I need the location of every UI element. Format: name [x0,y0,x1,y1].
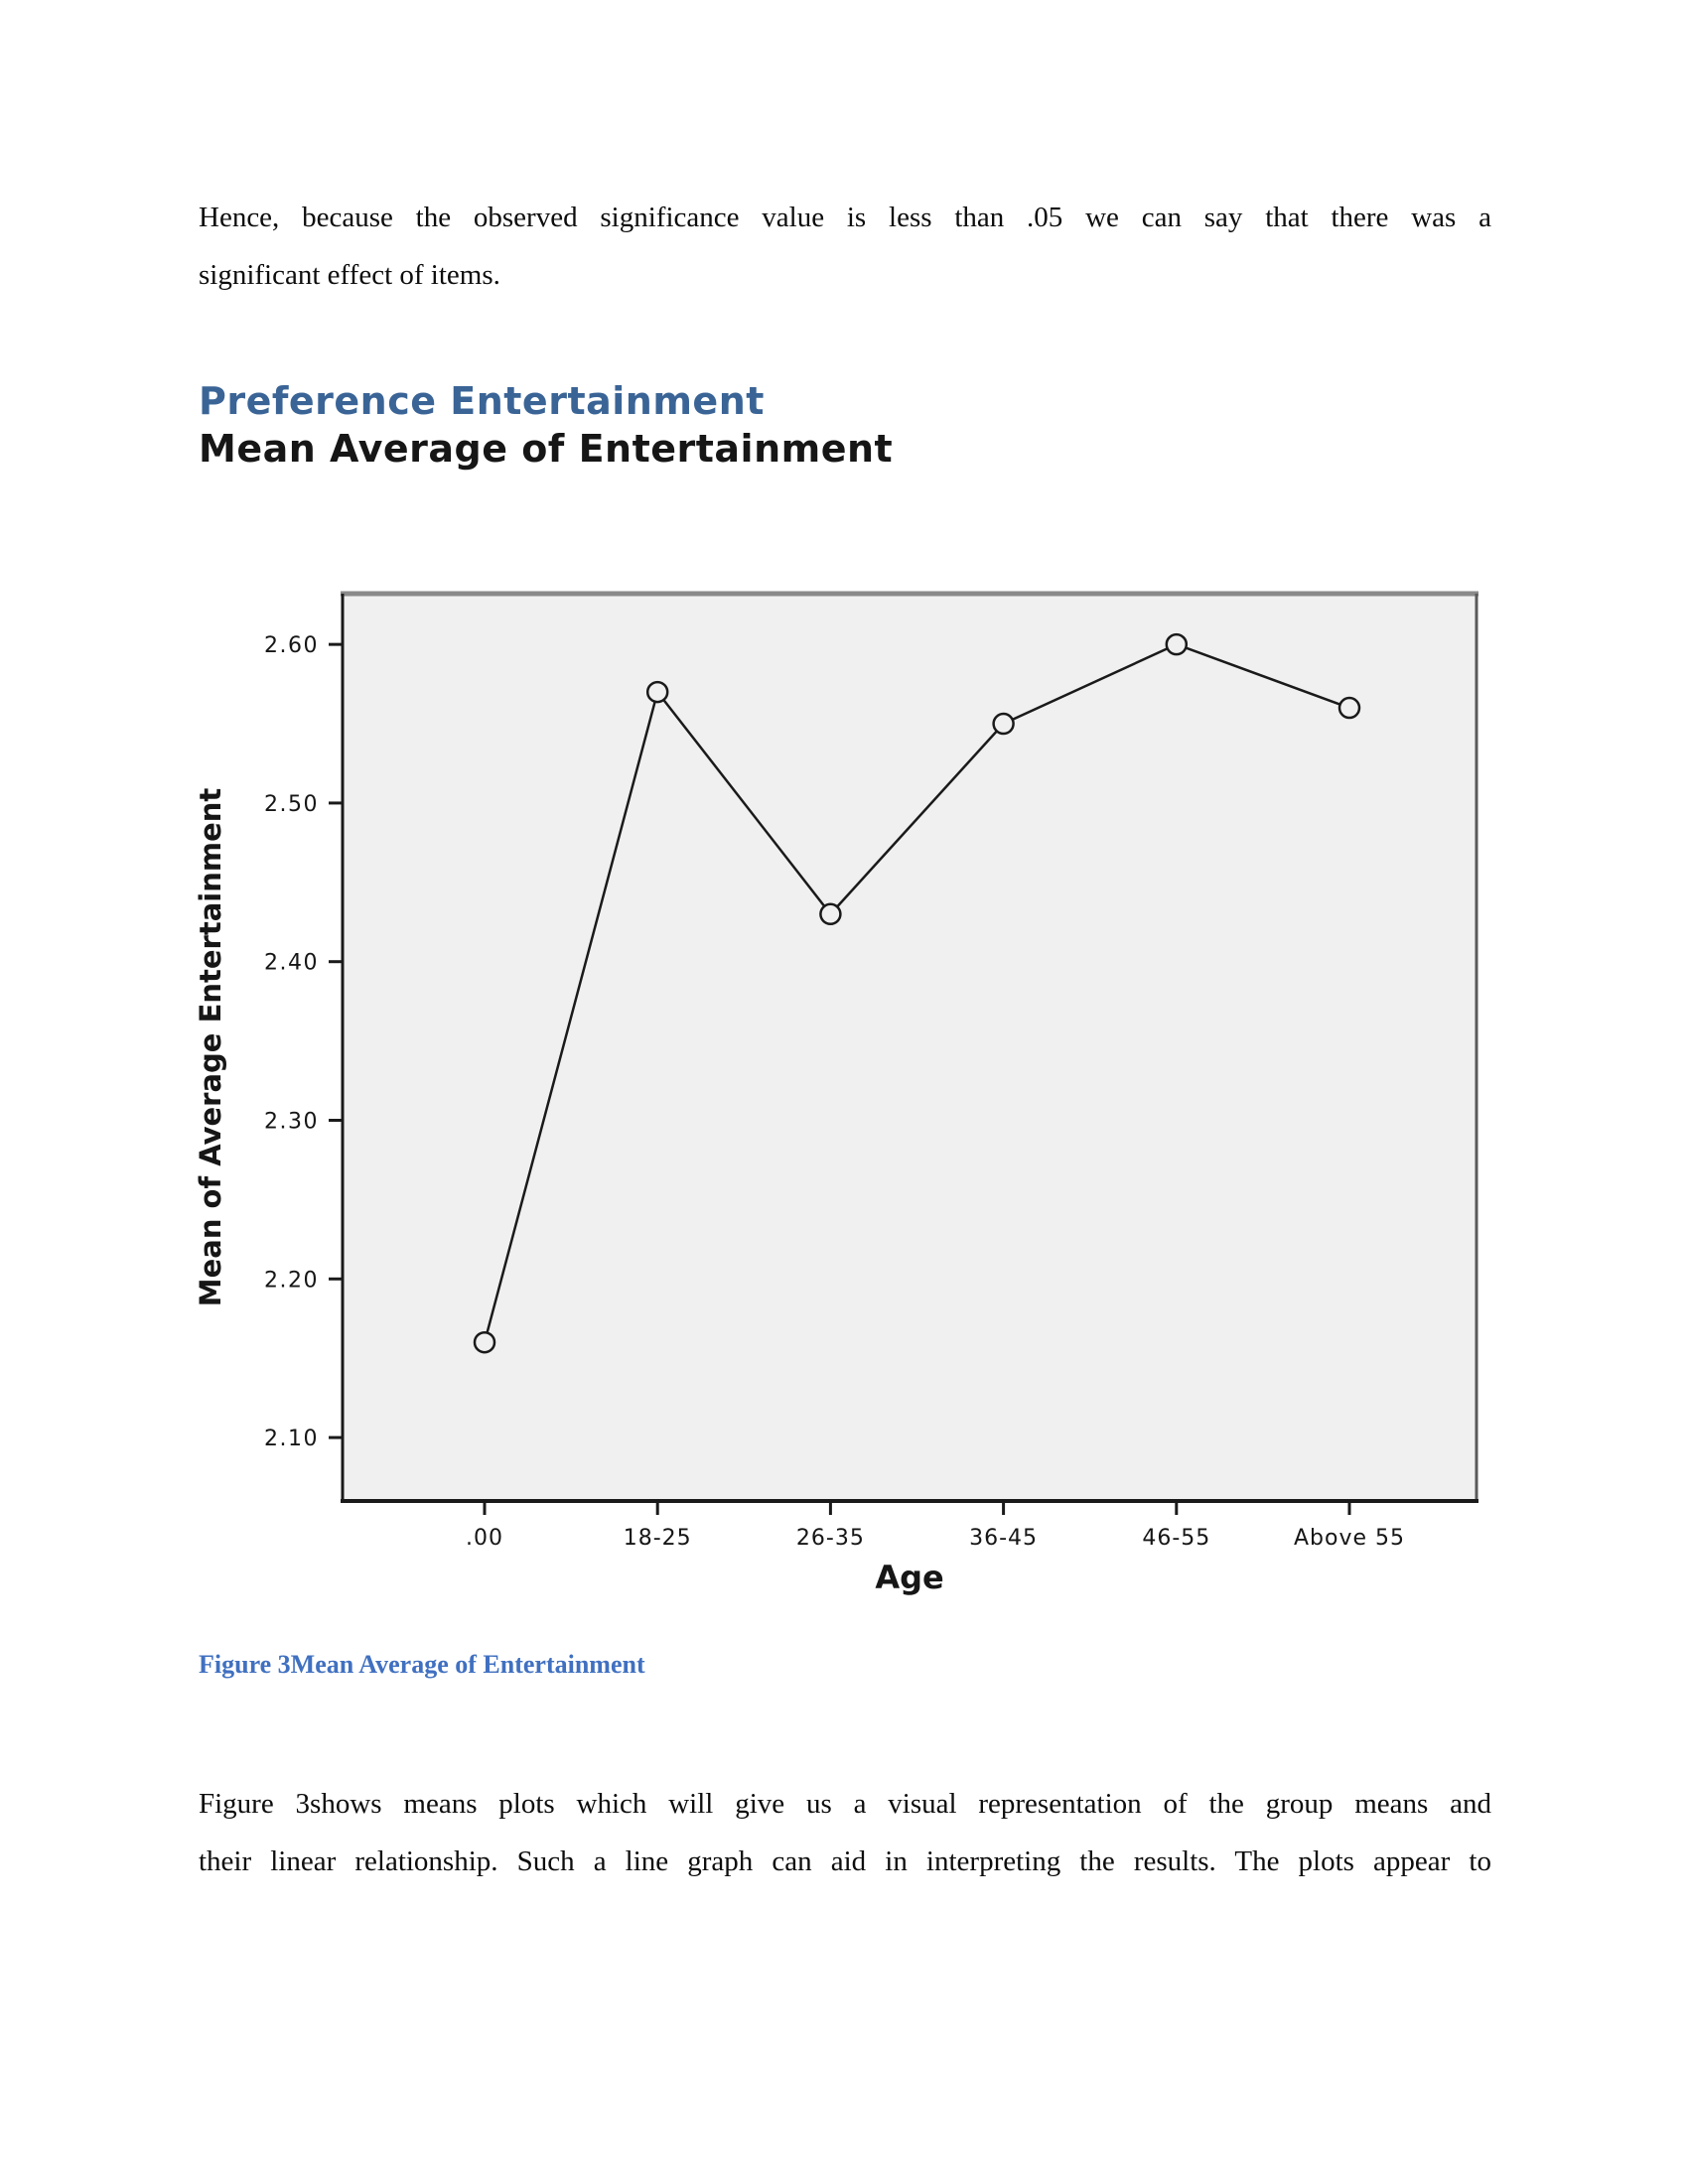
plot-area [343,594,1477,1501]
y-axis-title: Mean of Average Entertainment [194,787,227,1307]
data-point-marker [475,1332,494,1352]
data-point-marker [647,682,667,702]
data-point-marker [820,904,840,924]
heading-preference-entertainment: Preference Entertainment [199,379,765,423]
y-tick-label: 2.40 [264,950,319,976]
figure-caption: Figure 3Mean Average of Entertainment [199,1650,645,1679]
data-point-marker [994,714,1014,734]
y-tick-label: 2.50 [264,791,319,817]
y-tick-label: 2.60 [264,633,319,659]
paragraph-bottom-line-1: Figure 3shows means plots which will give us a visual representation of the group means and [199,1788,1491,1820]
y-tick-label: 2.20 [264,1268,319,1294]
data-point-marker [1339,698,1359,718]
x-tick-label: 46-55 [1142,1526,1211,1551]
paragraph-top-line-2: significant effect of items. [199,259,500,291]
paragraph-top-line-1: Hence, because the observed significance value is less than .05 we can say that there was a [199,202,1491,233]
data-point-marker [1167,634,1187,654]
paragraph-bottom-line-2: their linear relationship. Such a line graph can aid in interpreting the results. The plots appear to [199,1845,1491,1877]
x-tick-label: 26-35 [795,1526,865,1551]
x-tick-label: .00 [466,1526,503,1551]
x-axis-title: Age [875,1559,944,1596]
x-tick-label: Above 55 [1293,1526,1406,1551]
x-tick-label: 36-45 [969,1526,1039,1551]
y-tick-label: 2.10 [264,1427,319,1452]
y-tick-label: 2.30 [264,1109,319,1135]
paragraph-bottom [199,1775,1491,1890]
x-tick-label: 18-25 [623,1526,692,1551]
heading-mean-average: Mean Average of Entertainment [199,427,894,471]
